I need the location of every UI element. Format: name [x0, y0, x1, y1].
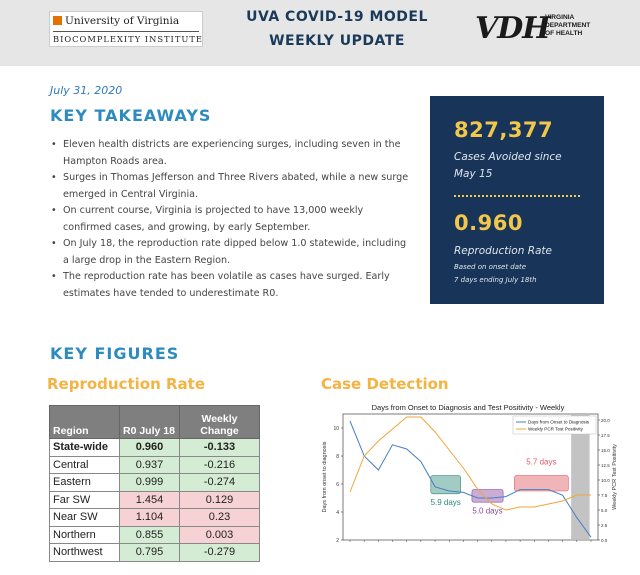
takeaways-list — [50, 137, 410, 302]
cases-avoided-value: 827,377 — [454, 118, 554, 142]
y2-tick-label: 12.5 — [601, 463, 610, 468]
table-row — [50, 439, 260, 457]
r0-cell: 1.104 — [120, 509, 180, 527]
takeaway-item: • On July 18, the reproduction rate dipped below 1.0 statewide, including a large drop in the Eastern Region. — [50, 236, 410, 269]
col-header-region: Region — [50, 406, 120, 439]
page-title-line2: WEEKLY UPDATE — [269, 33, 405, 49]
y-tick-label: 4 — [336, 510, 339, 516]
r0-cell: 0.960 — [120, 439, 180, 457]
col-header-r0: R0 July 18 — [120, 406, 180, 439]
repro-rate-label: Reproduction Rate — [454, 245, 553, 257]
annotation-box — [431, 476, 461, 494]
header-bar — [0, 0, 640, 66]
annotation-label: 5.7 days — [526, 457, 557, 467]
key-figures-heading: KEY FIGURES — [50, 344, 180, 363]
table-row — [50, 491, 260, 509]
table-row — [50, 509, 260, 527]
annotation-box — [472, 490, 503, 503]
r0-cell: 0.795 — [120, 544, 180, 562]
report-date: July 31, 2020 — [50, 84, 123, 97]
y2-tick-label: 0.0 — [601, 538, 608, 543]
y2-tick-label: 15.0 — [601, 448, 610, 453]
region-cell: State-wide — [50, 439, 120, 457]
reproduction-rate-table — [49, 405, 260, 562]
vdh-line1: VIRGINIA — [545, 14, 575, 21]
repro-sub-line2: 7 days ending July 18th — [454, 276, 537, 284]
annotation-label: 5.0 days — [472, 506, 503, 516]
key-takeaways-heading: KEY TAKEAWAYS — [50, 106, 212, 125]
stats-divider — [454, 195, 580, 197]
annotation-label: 5.9 days — [430, 498, 461, 507]
legend-label: Weekly PCR Test Positivity — [528, 426, 583, 432]
region-cell: Northwest — [50, 544, 120, 562]
change-cell: -0.279 — [180, 544, 260, 562]
uva-crest-icon — [53, 16, 62, 25]
chart-legend — [513, 416, 596, 434]
vdh-letters: VDH — [475, 11, 550, 46]
vdh-name — [545, 14, 590, 38]
reproduction-rate-heading: Reproduction Rate — [47, 375, 206, 393]
repro-rate-value: 0.960 — [454, 211, 523, 235]
table-row — [50, 526, 260, 544]
annotation-box — [514, 476, 568, 491]
y2-tick-label: 17.5 — [601, 433, 610, 438]
col-header-change-line2: Change — [200, 425, 239, 437]
change-cell: -0.133 — [180, 439, 260, 457]
uva-biocomplexity-logo — [49, 11, 203, 47]
change-cell: 0.129 — [180, 491, 260, 509]
cases-avoided-label — [454, 149, 594, 183]
table-row — [50, 544, 260, 562]
page-title — [232, 5, 442, 53]
region-cell: Northern — [50, 526, 120, 544]
r0-cell: 0.937 — [120, 456, 180, 474]
y2-axis-label: Weekly PCR Test Positivity — [612, 444, 618, 510]
uva-logo-top-text: University of Virginia — [65, 15, 180, 27]
vdh-line3: OF HEALTH — [545, 30, 583, 37]
y2-tick-label: 7.5 — [601, 493, 608, 498]
y-tick-label: 10 — [333, 426, 339, 432]
col-header-change — [180, 406, 260, 439]
case-detection-heading: Case Detection — [321, 375, 449, 393]
region-cell: Near SW — [50, 509, 120, 527]
r0-cell: 1.454 — [120, 491, 180, 509]
y2-tick-label: 2.5 — [601, 523, 608, 528]
chart-title: Days from Onset to Diagnosis and Test Positivity - Weekly — [371, 403, 565, 412]
col-header-change-line1: Weekly — [201, 413, 238, 425]
vdh-logo — [475, 12, 595, 46]
y2-tick-label: 20.0 — [601, 418, 610, 423]
y-axis-label: Days from onset to diagnosis — [322, 441, 328, 513]
change-cell: -0.216 — [180, 456, 260, 474]
takeaway-item: • Surges in Thomas Jefferson and Three Rivers abated, while a new surge emerged in Central Virginia. — [50, 170, 410, 203]
table-row — [50, 474, 260, 492]
takeaway-item: • On current course, Virginia is projected to have 13,000 weekly confirmed cases, and growing, by early September. — [50, 203, 410, 236]
takeaway-item: • The reproduction rate has been volatile as cases have surged. Early estimates have tended to underestimate R0. — [50, 269, 410, 302]
y-tick-label: 6 — [336, 482, 339, 488]
region-cell: Eastern — [50, 474, 120, 492]
region-cell: Central — [50, 456, 120, 474]
change-cell: 0.003 — [180, 526, 260, 544]
logo-divider — [53, 31, 199, 32]
r0-cell: 0.999 — [120, 474, 180, 492]
legend-label: Days from Onset to Diagnosis — [528, 419, 590, 425]
uva-logo-bottom-text: BIOCOMPLEXITY INSTITUTE — [53, 34, 203, 44]
cases-avoided-label-line2: May 15 — [454, 168, 493, 180]
y-tick-label: 8 — [336, 454, 339, 460]
change-cell: -0.274 — [180, 474, 260, 492]
page-title-line1: UVA COVID-19 MODEL — [246, 9, 428, 25]
repro-rate-sublabel — [454, 261, 537, 287]
change-cell: 0.23 — [180, 509, 260, 527]
cases-avoided-label-line1: Cases Avoided since — [454, 151, 562, 163]
table-row — [50, 456, 260, 474]
repro-sub-line1: Based on onset date — [454, 263, 527, 271]
stats-panel — [430, 96, 604, 304]
region-cell: Far SW — [50, 491, 120, 509]
table-header-row — [50, 406, 260, 439]
case-detection-chart — [318, 400, 618, 560]
y2-tick-label: 5.0 — [601, 508, 608, 513]
vdh-line2: DEPARTMENT — [545, 22, 591, 29]
takeaway-item: • Eleven health districts are experiencing surges, including seven in the Hampton Roads area. — [50, 137, 410, 170]
y-tick-label: 2 — [336, 538, 339, 544]
r0-cell: 0.855 — [120, 526, 180, 544]
y2-tick-label: 10.0 — [601, 478, 610, 483]
